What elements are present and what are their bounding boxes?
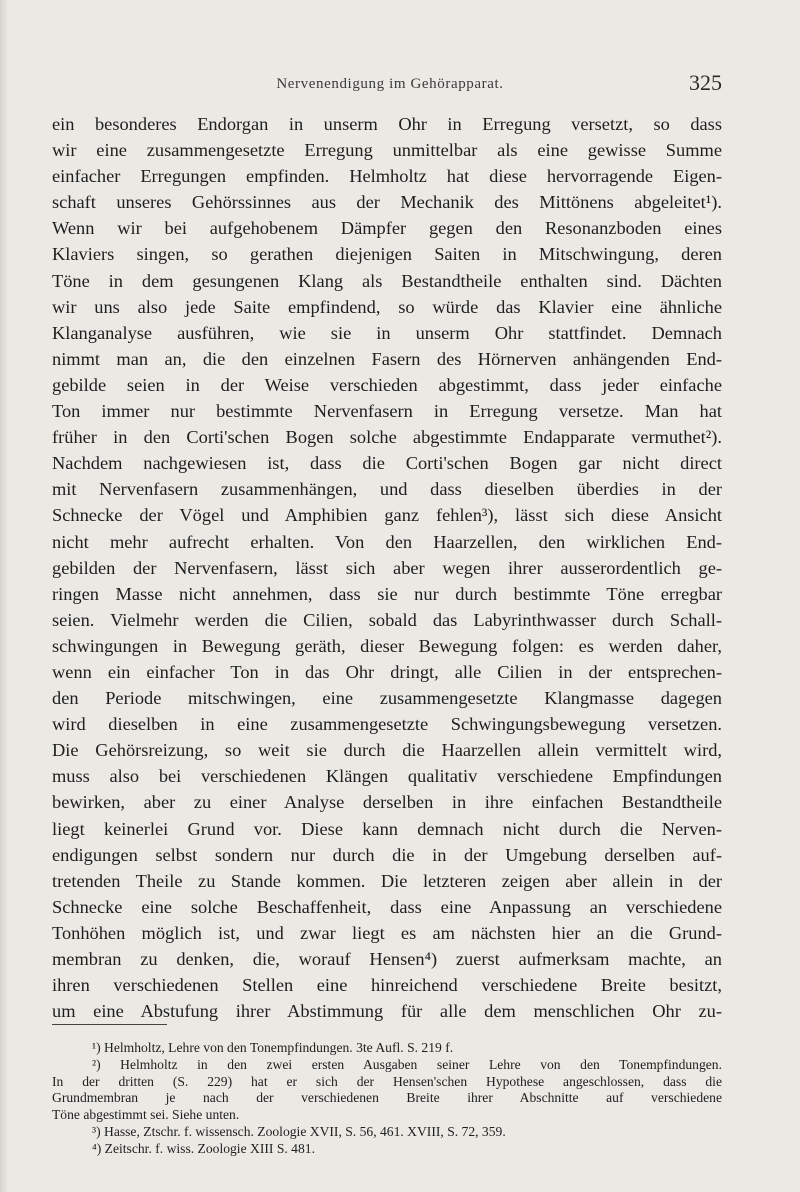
body-line: muss also bei verschiedenen Klängen qualitativ verschiedene Empfindungen <box>52 766 722 787</box>
page-number: 325 <box>689 70 722 95</box>
body-line: liegt keinerlei Grund vor. Diese kann demnach nicht durch die Nerven- <box>52 818 722 839</box>
body-line: Ton immer nur bestimmte Nervenfasern in Erregung versetze. Man hat <box>52 401 722 422</box>
footnote-2-continued: In der dritten (S. 229) hat er sich der Hensen'schen Hypothese angeschlossen, dass die <box>52 1073 722 1089</box>
body-line: wenn ein einfacher Ton in das Ohr dringt, alle Cilien in der entsprechen- <box>52 661 722 682</box>
body-line: endigungen selbst sondern nur durch die in der Umgebung derselben auf- <box>52 844 722 865</box>
footnotes <box>52 1040 722 1158</box>
footnote-3: ³) Hasse, Ztschr. f. wissensch. Zoologie XVII, S. 56, 461. XVIII, S. 72, 359. <box>92 1123 506 1139</box>
body-line: ein besonderes Endorgan in unserm Ohr in Erregung versetzt, so dass <box>52 114 722 134</box>
body-line: wir eine zusammengesetzte Erregung unmittelbar als eine gewisse Summe <box>52 140 722 161</box>
body-line: ihren verschiedenen Stellen eine hinreichend verschiedene Breite besitzt, <box>52 975 722 996</box>
scan-edge-shadow <box>0 0 8 1192</box>
body-line: seien. Vielmehr werden die Cilien, sobald das Labyrinthwasser durch Schall- <box>52 609 722 630</box>
body-line: Töne in dem gesungenen Klang als Bestandtheile enthalten sind. Dächten <box>52 270 722 291</box>
body-line: schaft unseres Gehörssinnes aus der Mechanik des Mittönens abgeleitet¹). <box>52 192 722 213</box>
body-line: früher in den Corti'schen Bogen solche abgestimmte Endapparate vermuthet²). <box>52 427 722 448</box>
body-line: Schnecke eine solche Beschaffenheit, dass eine Anpassung an verschiedene <box>52 896 722 917</box>
body-line: ringen Masse nicht annehmen, dass sie nur durch bestimmte Töne erregbar <box>52 583 722 604</box>
footnote-rule <box>52 1024 167 1025</box>
body-line: den Periode mitschwingen, eine zusammengesetzte Klangmasse dagegen <box>52 688 722 709</box>
body-line: um eine Abstufung ihrer Abstimmung für alle dem menschlichen Ohr zu- <box>52 1001 722 1022</box>
body-line: Schnecke der Vögel und Amphibien ganz fehlen³), lässt sich diese Ansicht <box>52 505 722 526</box>
body-text <box>52 111 722 1024</box>
footnote-4: ⁴) Zeitschr. f. wiss. Zoologie XIII S. 481. <box>92 1140 315 1156</box>
body-line: Die Gehörsreizung, so weit sie durch die Haarzellen allein vermittelt wird, <box>52 740 722 761</box>
footnote-2: ²) Helmholtz in den zwei ersten Ausgaben seiner Lehre von den Tonempfindungen. <box>92 1056 722 1072</box>
body-line: gebilde seien in der Weise verschieden abgestimmt, dass jeder einfache <box>52 374 722 395</box>
running-title: Nervenendigung im Gehörapparat. <box>276 76 504 92</box>
body-line: gebilden der Nervenfasern, lässt sich aber wegen ihrer ausserordentlich ge- <box>52 557 722 578</box>
footnote-2-continued: Töne abgestimmt sei. Siehe unten. <box>52 1107 240 1123</box>
body-line: nimmt man an, die den einzelnen Fasern des Hörnerven anhängenden End- <box>52 348 722 369</box>
body-line: wir uns also jede Saite empfindend, so würde das Klavier eine ähnliche <box>52 296 722 317</box>
body-line: schwingungen in Bewegung geräth, dieser Bewegung folgen: es werden daher, <box>52 635 722 656</box>
body-line: Wenn wir bei aufgehobenem Dämpfer gegen den Resonanzboden eines <box>52 218 722 239</box>
body-line: bewirken, aber zu einer Analyse derselben in ihre einfachen Bestandtheile <box>52 792 722 813</box>
body-line: membran zu denken, die, worauf Hensen⁴) zuerst aufmerksam machte, an <box>52 949 722 969</box>
body-line: nicht mehr aufrecht erhalten. Von den Haarzellen, den wirklichen End- <box>52 531 722 552</box>
body-line: tretenden Theile zu Stande kommen. Die letzteren zeigen aber allein in der <box>52 870 722 891</box>
body-line: mit Nervenfasern zusammenhängen, und dass dieselben überdies in der <box>52 479 722 500</box>
footnote-1: ¹) Helmholtz, Lehre von den Tonempfindungen. 3te Aufl. S. 219 f. <box>92 1040 454 1055</box>
body-line: Tonhöhen möglich ist, und zwar liegt es am nächsten hier an die Grund- <box>52 922 722 943</box>
body-line: wird dieselben in eine zusammengesetzte Schwingungsbewegung versetzen. <box>52 714 722 735</box>
body-line: einfacher Erregungen empfinden. Helmholtz hat diese hervorragende Eigen- <box>52 166 722 187</box>
body-line: Klanganalyse ausführen, wie sie in unserm Ohr stattfindet. Demnach <box>52 322 722 343</box>
footnote-2-continued: Grundmembran je nach der verschiedenen Breite ihrer Abschnitte auf verschiedene <box>52 1090 722 1106</box>
running-head <box>0 68 800 98</box>
body-line: Klaviers singen, so gerathen diejenigen Saiten in Mitschwingung, deren <box>52 244 722 265</box>
body-line: Nachdem nachgewiesen ist, dass die Corti'schen Bogen gar nicht direct <box>52 453 722 474</box>
